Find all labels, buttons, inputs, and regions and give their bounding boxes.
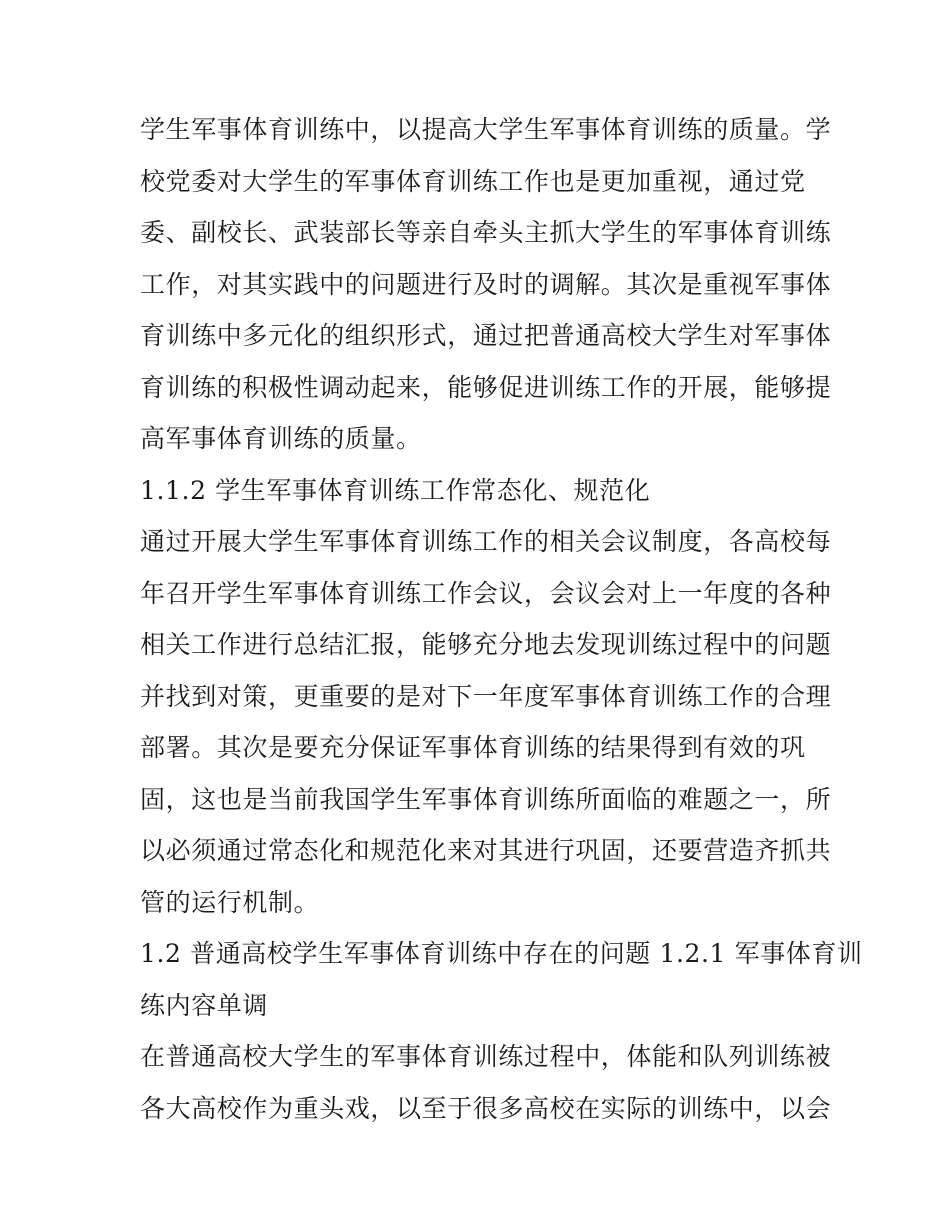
body-line: 年召开学生军事体育训练工作会议，会议会对上一年度的各种 [140, 578, 832, 608]
document-body [140, 104, 863, 1134]
body-line: 并找到对策，更重要的是对下一年度军事体育训练工作的合理 [140, 681, 832, 711]
body-line: 管的运行机制。 [140, 887, 320, 917]
body-line: 学生军事体育训练中，以提高大学生军事体育训练的质量。学 [140, 115, 832, 144]
body-line: 以必须通过常态化和规范化来对其进行巩固，还要营造齐抓共 [140, 836, 832, 865]
body-line: 工作，对其实践中的问题进行及时的调解。其次是重视军事体 [140, 269, 832, 299]
body-line: 相关工作进行总结汇报，能够充分地去发现训练过程中的问题 [140, 630, 832, 659]
body-line: 育训练中多元化的组织形式，通过把普通高校大学生对军事体 [140, 321, 832, 350]
body-line: 部署。其次是要充分保证军事体育训练的结果得到有效的巩 [140, 733, 806, 762]
body-line: 委、副校长、武装部长等亲自牵头主抓大学生的军事体育训练 [140, 218, 832, 247]
body-line: 校党委对大学生的军事体育训练工作也是更加重视，通过党 [140, 166, 806, 196]
section-heading-1-1-2: 1.1.2 学生军事体育训练工作常态化、规范化 [140, 475, 651, 505]
body-line: 育训练的积极性调动起来，能够促进训练工作的开展，能够提 [140, 372, 832, 402]
body-line: 通过开展大学生军事体育训练工作的相关会议制度，各高校每 [140, 527, 832, 556]
body-line: 固，这也是当前我国学生军事体育训练所面临的难题之一，所 [140, 784, 832, 814]
body-line: 高军事体育训练的质量。 [140, 424, 422, 453]
section-heading-1-2-continued: 练内容单调 [140, 990, 269, 1020]
body-line: 各大高校作为重头戏，以至于很多高校在实际的训练中，以会 [140, 1093, 832, 1123]
body-line: 在普通高校大学生的军事体育训练过程中，体能和队列训练被 [140, 1042, 832, 1071]
section-heading-1-2: 1.2 普通高校学生军事体育训练中存在的问题 1.2.1 军事体育训 [140, 939, 863, 968]
